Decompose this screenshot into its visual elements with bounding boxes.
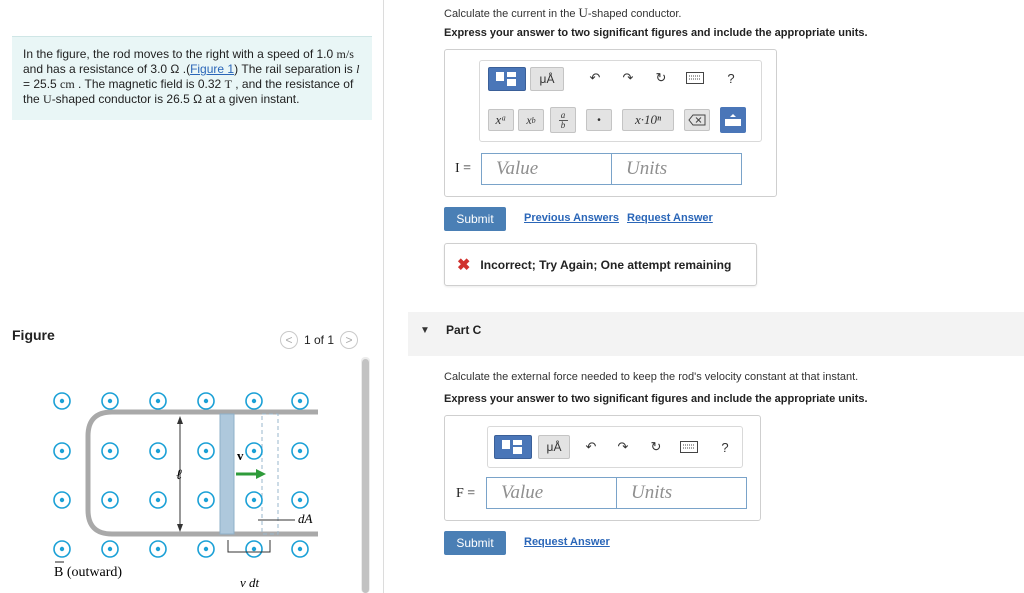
partB-question: Calculate the current in the U-shaped conductor. (444, 5, 682, 20)
partB-instruction: Express your answer to two significant figures and include the appropriate units. (444, 27, 868, 39)
field-dot-center (204, 399, 208, 403)
dot-button[interactable]: • (586, 109, 612, 131)
next-figure-button[interactable]: > (340, 331, 358, 349)
field-dot-center (204, 498, 208, 502)
field-dot-center (60, 547, 64, 551)
partC-label: Part C (446, 323, 482, 337)
redo-icon[interactable]: ↷ (617, 439, 629, 454)
field-dot-center (108, 547, 112, 551)
field-dot-center (156, 449, 160, 453)
undo-icon[interactable]: ↶ (589, 70, 601, 85)
field-dot-center (298, 449, 302, 453)
partC-submit-button[interactable]: Submit (444, 531, 506, 555)
partC-request-answer-link[interactable]: Request Answer (524, 536, 610, 548)
partC-help-button[interactable]: ? (721, 439, 729, 455)
figure-diagram (40, 380, 340, 593)
partB-units-input[interactable]: Units (611, 153, 742, 185)
area-label: dA (298, 511, 313, 526)
u-conductor (88, 412, 318, 534)
field-dot-center (156, 498, 160, 502)
superscript-button[interactable]: xᵃ (488, 109, 514, 131)
collapse-caret-icon[interactable]: ▼ (420, 325, 430, 336)
vdt-label: v dt (240, 575, 260, 590)
partB-submit-button[interactable]: Submit (444, 207, 506, 231)
field-dot-center (204, 449, 208, 453)
field-dot-center (298, 547, 302, 551)
field-dot-center (108, 399, 112, 403)
field-dot-center (252, 547, 256, 551)
partB-request-answer-link[interactable]: Request Answer (627, 212, 713, 224)
field-dot-center (298, 498, 302, 502)
templates-button[interactable] (488, 67, 526, 91)
reset-icon[interactable]: ↻ (655, 70, 667, 85)
math-toolbar (479, 60, 762, 142)
figure-link[interactable]: Figure 1 (190, 62, 235, 76)
keyboard-icon[interactable] (684, 67, 706, 89)
field-dot-center (156, 399, 160, 403)
fraction-button[interactable]: a b (550, 107, 576, 133)
subscript-button[interactable]: x b (518, 109, 544, 131)
reset-icon[interactable]: ↻ (650, 439, 662, 454)
problem-statement: In the figure, the rod moves to the right with a speed of 1.0 m/s and has a resistance of 3.0 Ω .(Figure 1) The rail separation is l = 25.5 cm . The magnetic field is 0.32 T , and the resistance of the U-shaped conductor is 26.5 Ω at a given instant. (12, 36, 372, 120)
error-icon: ✖ (457, 256, 471, 274)
partC-value-input[interactable]: Value (486, 477, 617, 509)
figure-title: Figure (12, 327, 55, 343)
scientific-notation-button[interactable]: x·10ⁿ (622, 109, 674, 131)
partB-variable-label: I = (455, 161, 472, 176)
partC-header[interactable] (408, 312, 1024, 356)
field-dot-center (298, 399, 302, 403)
pager-label: 1 of 1 (304, 333, 335, 347)
field-dot-center (60, 399, 64, 403)
figure-scroll-thumb[interactable] (362, 359, 369, 593)
partC-question: Calculate the external force needed to keep the rod's velocity constant at that instant. (444, 371, 859, 383)
field-label: B (outward) (54, 565, 123, 580)
help-button[interactable]: ? (727, 70, 735, 86)
keyboard-toggle-icon[interactable] (720, 107, 746, 133)
undo-icon[interactable]: ↶ (585, 439, 597, 454)
panel-divider (383, 0, 384, 593)
field-dot-center (156, 547, 160, 551)
delete-icon[interactable] (684, 109, 710, 131)
field-dot-center (108, 449, 112, 453)
templates-icon (495, 71, 519, 87)
partC-math-toolbar (487, 426, 743, 468)
templates-icon (501, 439, 525, 455)
moving-rod (220, 414, 234, 534)
field-dot-center (252, 449, 256, 453)
partC-instruction: Express your answer to two significant figures and include the appropriate units. (444, 393, 868, 405)
field-dot-center (204, 547, 208, 551)
field-dot-center (252, 498, 256, 502)
partC-units-button[interactable]: μÅ (538, 435, 570, 459)
partC-templates-button[interactable] (494, 435, 532, 459)
partB-value-input[interactable]: Value (481, 153, 612, 185)
figure-pager (280, 331, 358, 349)
field-dot-center (60, 449, 64, 453)
length-label: ℓ (176, 468, 182, 483)
previous-answers-link[interactable]: Previous Answers (524, 212, 619, 224)
keyboard-icon[interactable] (678, 436, 700, 458)
velocity-label: v (237, 448, 244, 463)
units-button[interactable]: μÅ (530, 67, 564, 91)
partC-variable-label: F = (456, 486, 476, 501)
partC-answer-box (444, 415, 761, 521)
partB-answer-box (444, 49, 777, 197)
field-dot-center (108, 498, 112, 502)
feedback-message: ✖ Incorrect; Try Again; One attempt remaining (444, 243, 757, 286)
field-dot-center (60, 498, 64, 502)
prev-figure-button[interactable]: < (280, 331, 298, 349)
field-dot-center (252, 399, 256, 403)
redo-icon[interactable]: ↷ (622, 70, 634, 85)
partC-units-input[interactable]: Units (616, 477, 747, 509)
